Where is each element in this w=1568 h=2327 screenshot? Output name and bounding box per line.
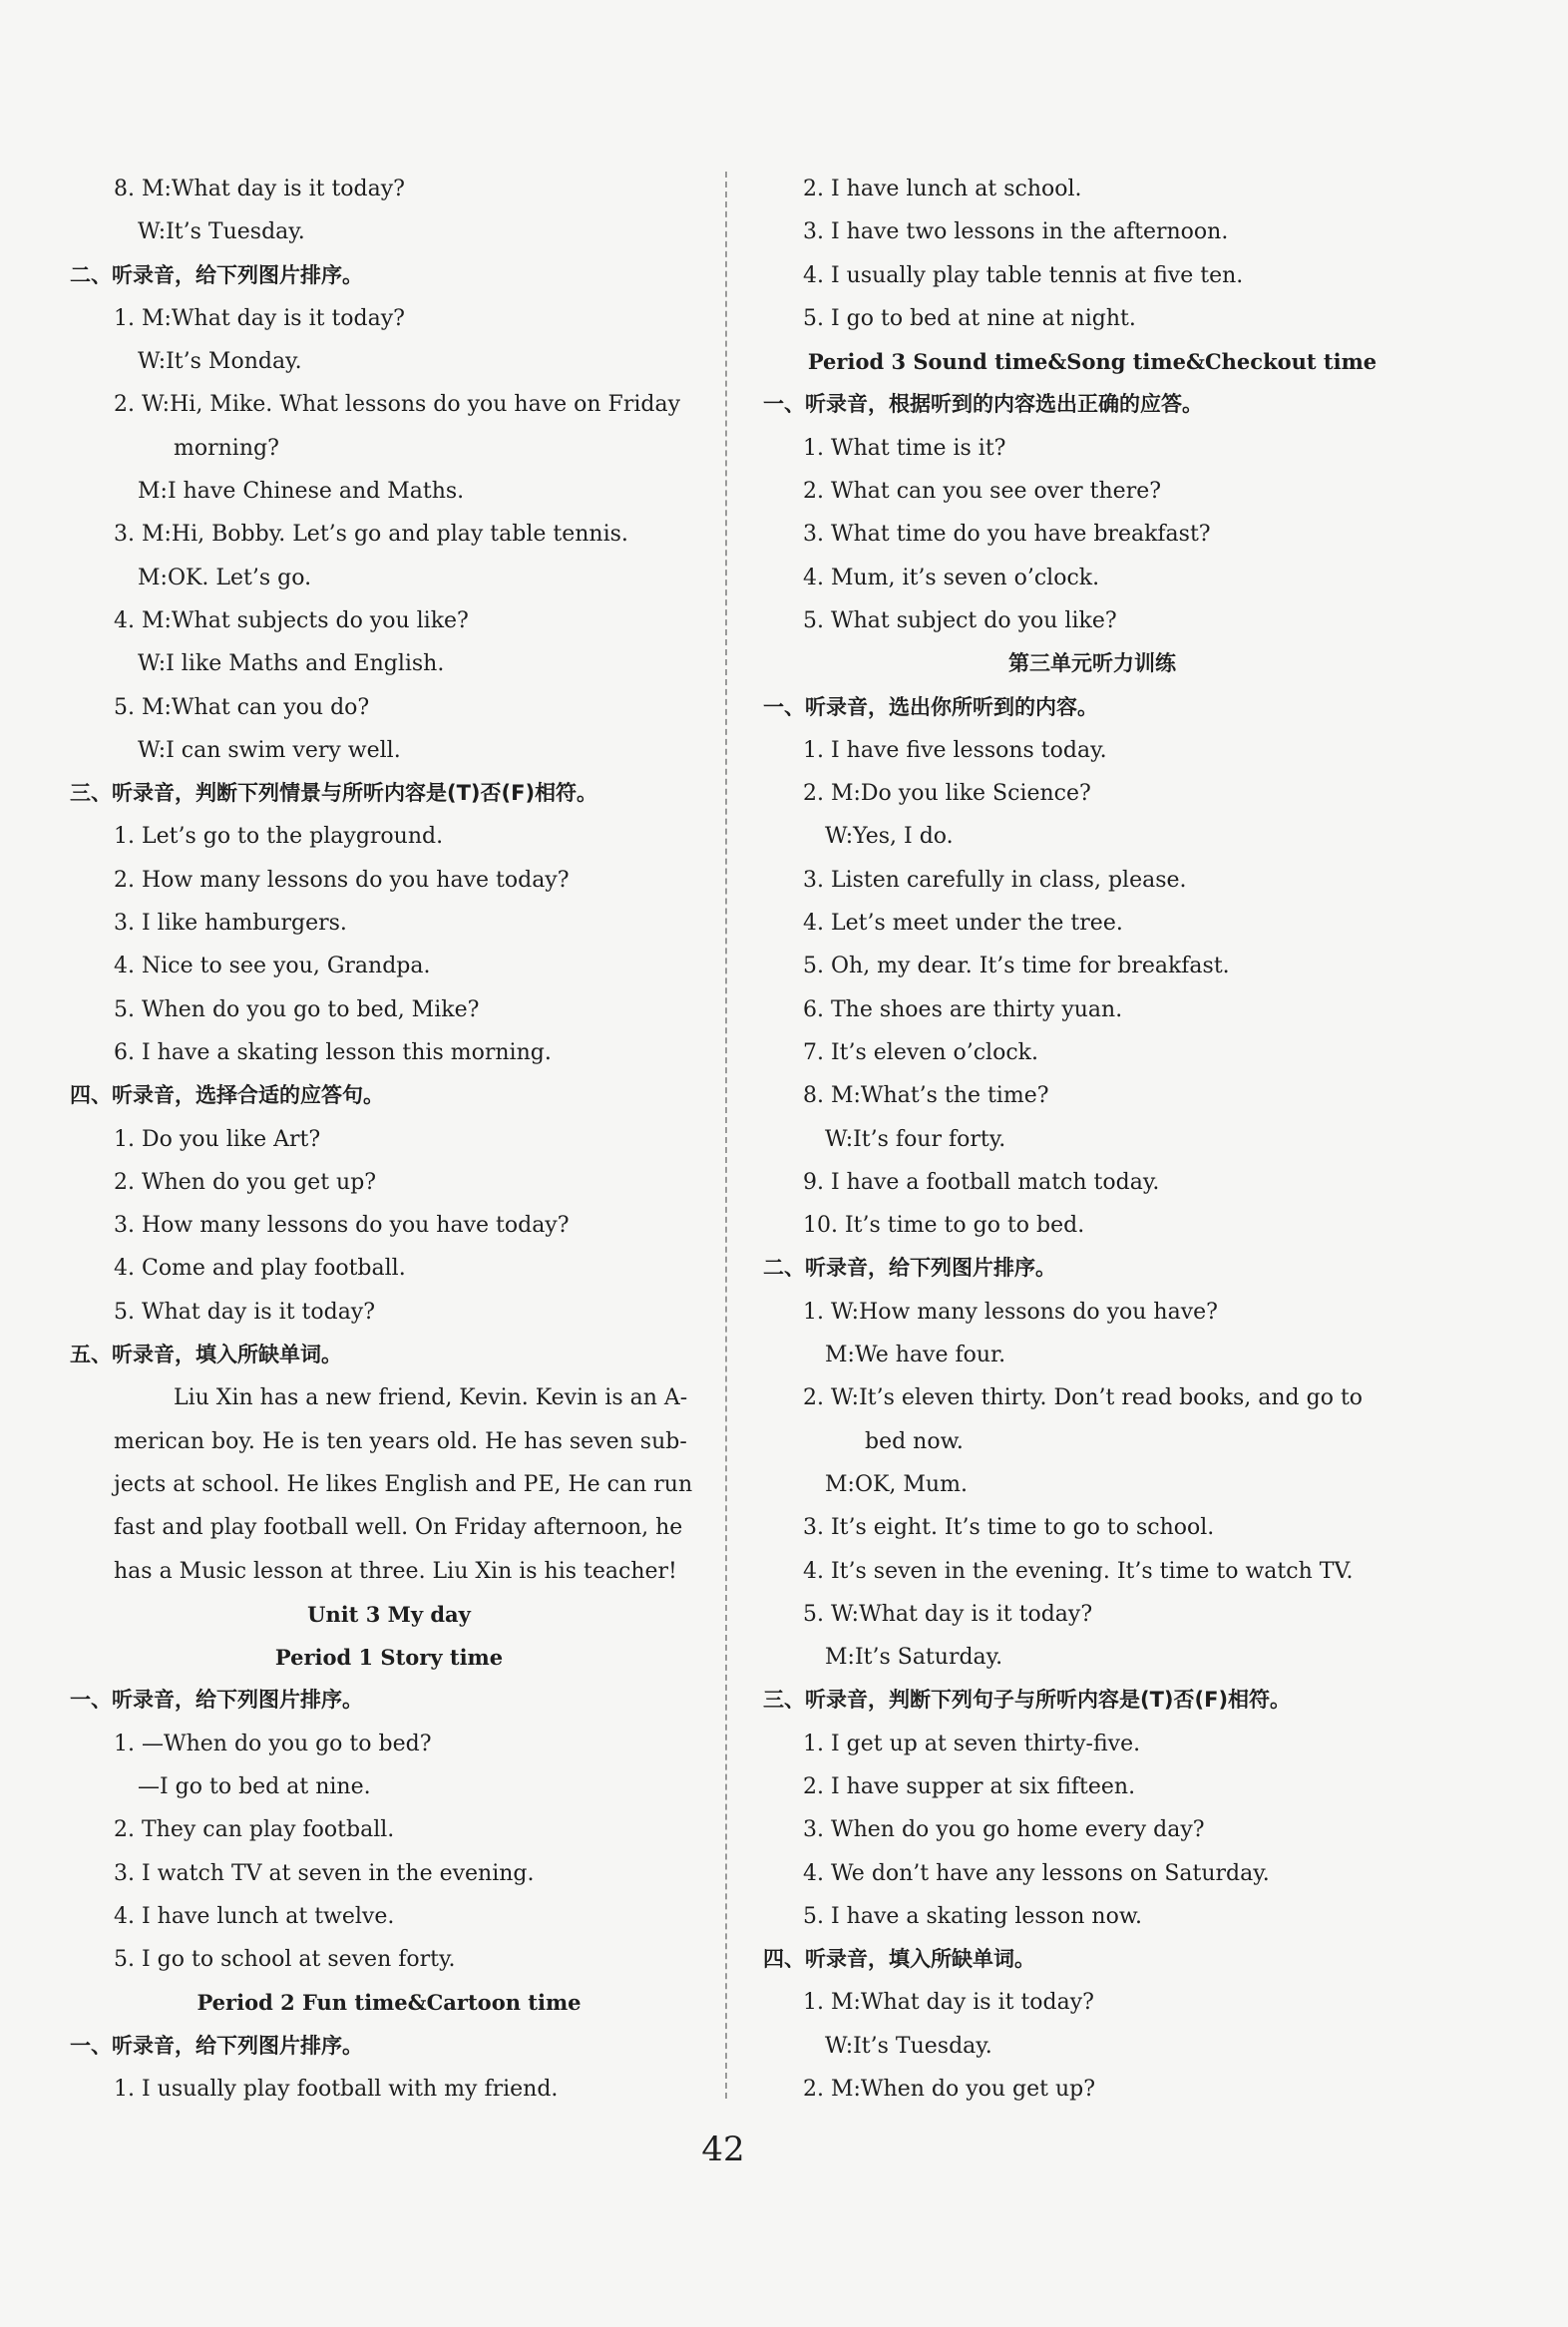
text-line: —I go to bed at nine. xyxy=(138,1773,371,1799)
text-line: 2. I have lunch at school. xyxy=(803,177,1082,201)
text-line: 1. What time is it? xyxy=(803,435,1006,461)
text-line: 4. I usually play table tennis at five ten. xyxy=(803,262,1244,288)
unit-listening-title: 第三单元听力训练 xyxy=(1008,651,1176,676)
left-column xyxy=(70,168,708,2111)
text-line: 1. W:How many lessons do you have? xyxy=(803,1299,1218,1325)
text-line: 5. M:What can you do? xyxy=(114,694,370,720)
section-heading: 一、听录音，根据听到的内容选出正确的应答。 xyxy=(763,392,1203,417)
text-line: 2. M:When do you get up? xyxy=(803,2077,1096,2103)
text-line: 5. Oh, my dear. It’s time for breakfast. xyxy=(803,954,1230,979)
text-line: 3. When do you go home every day? xyxy=(803,1817,1205,1843)
text-line: 7. It’s eleven o’clock. xyxy=(803,1039,1038,1065)
text-line: W:It’s Tuesday. xyxy=(138,219,305,245)
text-line: 6. I have a skating lesson this morning. xyxy=(114,1039,552,1065)
text-line: 5. I go to school at seven forty. xyxy=(114,1947,456,1973)
text-line: 1. I have five lessons today. xyxy=(803,737,1107,763)
text-line: 5. When do you go to bed, Mike? xyxy=(114,996,480,1022)
text-line: 3. M:Hi, Bobby. Let’s go and play table tennis. xyxy=(114,522,628,548)
text-line: W:Yes, I do. xyxy=(825,824,954,850)
text-line: 2. They can play football. xyxy=(114,1817,395,1843)
paragraph-line: merican boy. He is ten years old. He has seven sub- xyxy=(114,1428,687,1454)
section-heading: 五、听录音，填入所缺单词。 xyxy=(70,1343,342,1367)
text-line: bed now. xyxy=(865,1428,964,1454)
text-line: 2. M:Do you like Science? xyxy=(803,781,1091,807)
text-line: 5. I go to bed at nine at night. xyxy=(803,305,1136,331)
text-line: 4. Nice to see you, Grandpa. xyxy=(114,954,431,979)
section-heading: 二、听录音，给下列图片排序。 xyxy=(70,262,363,287)
text-line: 2. I have supper at six fifteen. xyxy=(803,1773,1136,1799)
text-line: 6. The shoes are thirty yuan. xyxy=(803,996,1123,1022)
section-heading: 三、听录音，判断下列情景与所听内容是(T)否(F)相符。 xyxy=(70,781,598,806)
text-line: 1. —When do you go to bed? xyxy=(114,1731,432,1756)
text-line: 4. M:What subjects do you like? xyxy=(114,607,469,633)
text-line: 4. Mum, it’s seven o’clock. xyxy=(803,565,1100,590)
paragraph-line: jects at school. He likes English and PE, He can run xyxy=(114,1471,693,1497)
text-line: 4. It’s seven in the evening. It’s time to watch TV. xyxy=(803,1558,1354,1584)
text-line: 3. How many lessons do you have today? xyxy=(114,1213,570,1239)
section-heading: 三、听录音，判断下列句子与所听内容是(T)否(F)相符。 xyxy=(763,1688,1292,1713)
text-line: 5. W:What day is it today? xyxy=(803,1601,1093,1627)
text-line: 2. How many lessons do you have today? xyxy=(114,867,570,893)
text-line: 10. It’s time to go to bed. xyxy=(803,1213,1085,1239)
right-column xyxy=(763,168,1421,2111)
text-line: M:It’s Saturday. xyxy=(825,1645,1003,1671)
text-line: 2. W:Hi, Mike. What lessons do you have on Friday xyxy=(114,392,681,418)
text-line: W:It’s four forty. xyxy=(825,1126,1006,1152)
text-line: W:It’s Monday. xyxy=(138,349,302,375)
text-line: 4. Let’s meet under the tree. xyxy=(803,911,1123,937)
paragraph-line: has a Music lesson at three. Liu Xin is his teacher! xyxy=(114,1558,677,1584)
text-line: 1. I get up at seven thirty-five. xyxy=(803,1731,1141,1756)
text-line: 8. M:What day is it today? xyxy=(114,177,405,201)
text-line: W:I can swim very well. xyxy=(138,737,401,763)
text-line: M:OK. Let’s go. xyxy=(138,565,312,590)
text-line: 4. I have lunch at twelve. xyxy=(114,1903,395,1929)
text-line: 5. What day is it today? xyxy=(114,1299,376,1325)
text-line: 2. W:It’s eleven thirty. Don’t read books, and go to xyxy=(803,1385,1364,1411)
text-line: 3. Listen carefully in class, please. xyxy=(803,867,1187,893)
unit-title: Unit 3 My day xyxy=(307,1601,471,1627)
text-line: 4. Come and play football. xyxy=(114,1256,406,1282)
text-line: M:I have Chinese and Maths. xyxy=(138,479,465,505)
text-line: M:OK, Mum. xyxy=(825,1471,968,1497)
text-line: 3. I watch TV at seven in the evening. xyxy=(114,1860,535,1886)
section-heading: 一、听录音，给下列图片排序。 xyxy=(70,2033,363,2058)
section-heading: 四、听录音，填入所缺单词。 xyxy=(763,1947,1035,1972)
text-line: 3. It’s eight. It’s time to go to school. xyxy=(803,1515,1215,1541)
text-line: W:I like Maths and English. xyxy=(138,651,445,677)
text-line: 8. M:What’s the time? xyxy=(803,1083,1049,1109)
text-line: W:It’s Tuesday. xyxy=(825,2033,992,2059)
period-title: Period 1 Story time xyxy=(274,1645,504,1671)
text-line: 5. What subject do you like? xyxy=(803,607,1117,633)
paragraph-line: Liu Xin has a new friend, Kevin. Kevin is an A- xyxy=(174,1385,688,1411)
text-line: 1. I usually play football with my friend. xyxy=(114,2077,559,2103)
text-line: 1. Let’s go to the playground. xyxy=(114,824,444,850)
text-line: 1. M:What day is it today? xyxy=(803,1990,1094,2016)
period-title: Period 2 Fun time&Cartoon time xyxy=(196,1990,582,2016)
section-heading: 一、听录音，给下列图片排序。 xyxy=(70,1688,363,1713)
text-line: M:We have four. xyxy=(825,1343,1006,1368)
text-line: 3. What time do you have breakfast? xyxy=(803,522,1211,548)
text-line: 3. I like hamburgers. xyxy=(114,911,347,937)
text-line: 2. When do you get up? xyxy=(114,1169,377,1195)
section-heading: 二、听录音，给下列图片排序。 xyxy=(763,1256,1056,1281)
section-heading: 四、听录音，选择合适的应答句。 xyxy=(70,1083,384,1108)
page-number: 42 xyxy=(701,2130,745,2169)
text-line: 1. Do you like Art? xyxy=(114,1126,321,1152)
paragraph-line: fast and play football well. On Friday afternoon, he xyxy=(114,1515,683,1541)
text-line: 4. We don’t have any lessons on Saturday. xyxy=(803,1860,1270,1886)
text-line: 1. M:What day is it today? xyxy=(114,305,405,331)
column-divider xyxy=(725,172,727,2099)
text-line: 9. I have a football match today. xyxy=(803,1169,1160,1195)
text-line: 2. What can you see over there? xyxy=(803,479,1162,505)
text-line: 3. I have two lessons in the afternoon. xyxy=(803,219,1229,245)
section-heading: 一、听录音，选出你所听到的内容。 xyxy=(763,694,1098,719)
text-line: morning? xyxy=(174,435,279,461)
text-line: 5. I have a skating lesson now. xyxy=(803,1903,1143,1929)
period-title: Period 3 Sound time&Song time&Checkout time xyxy=(807,349,1377,375)
